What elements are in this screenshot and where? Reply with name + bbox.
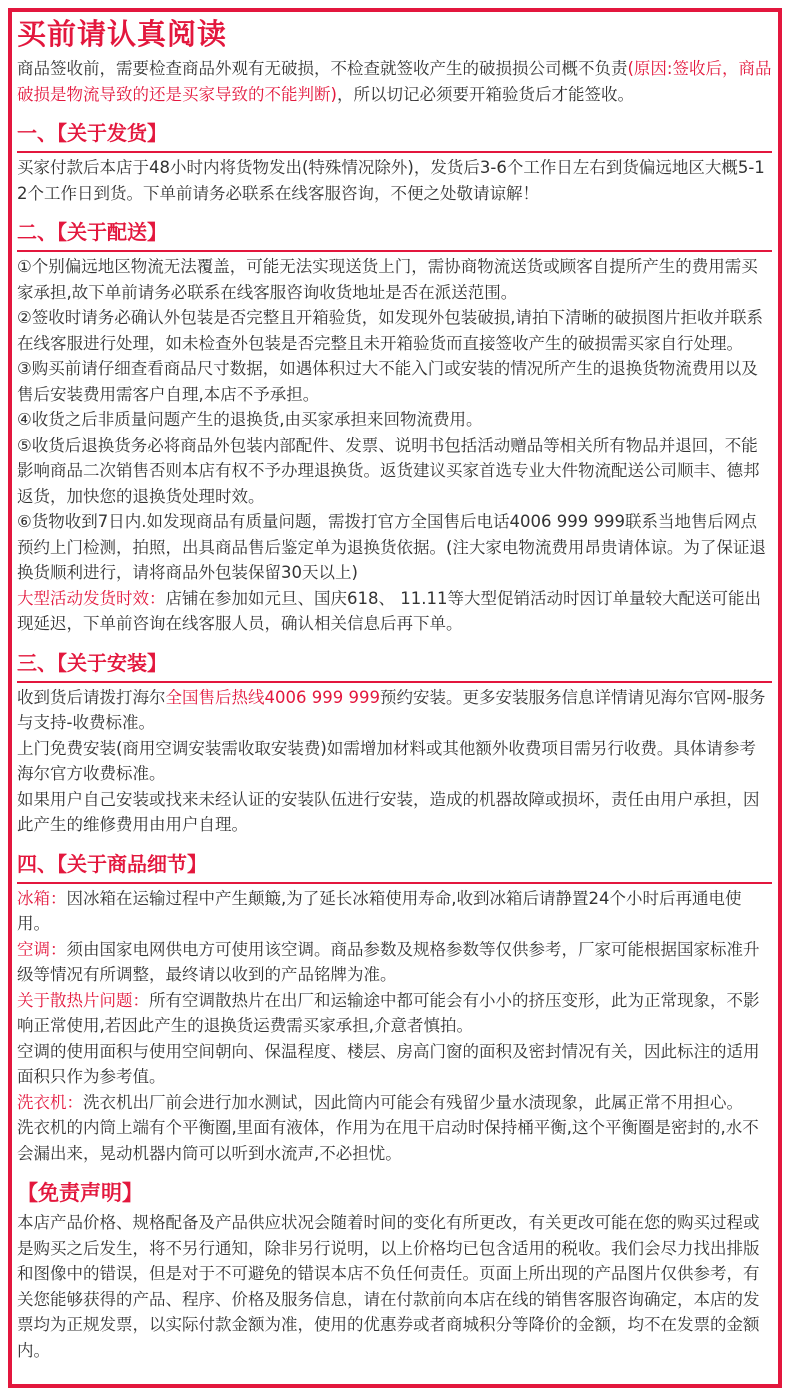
promo-text: 店铺在参加如元旦、国庆618、 11.11等大型促销活动时因订单量较大配送可能出现延迟，下单前咨询在线客服人员，确认相关信息后再下单。 [17,588,761,633]
page-title: 买前请认真阅读 [17,17,228,51]
fin-text: 所有空调散热片在出厂和运输途中都可能会有小小的挤压变形，此为正常现象，不影响正常使用,若因此产生的退换货运费需买家承担,介意者慎拍。 [17,990,760,1035]
washer-label: 洗衣机： [17,1092,83,1112]
section-shipping [17,119,772,206]
fridge-text: 因冰箱在运输过程中产生颠簸,为了延长冰箱使用寿命,收到冰箱后请静置24个小时后再通电使用。 [17,888,742,933]
intro-paragraph [17,56,772,107]
intro-tail: ，所以切记必须要开箱验货后才能签收。 [336,84,634,104]
washer-paragraph [17,1090,772,1116]
intro-text: 商品签收前，需要检查商品外观有无破损，不检查就签收产生的破损损公司概不负责 [17,59,628,78]
fin-paragraph [17,988,772,1039]
fridge-paragraph [17,886,772,937]
fin-label: 关于散热片问题： [17,990,149,1010]
delivery-item-6: ⑥货物收到7日内.如发现商品有质量问题，需拨打官方全国售后电话4006 999 999联系当地售后网点预约上门检测，拍照，出具商品售后鉴定单为退换货依据。(注大家电物流费用昂贵请体谅。为了保证退换货顺利进行，请将商品外包装保留30天以上) [17,512,766,582]
ac-label: 空调： [17,939,67,959]
disclaimer-text: 本店产品价格、规格配备及产品供应状况会随着时间的变化有所更改，有关更改可能在您的购买过程或是购买之后发生，将不另行通知，除非另行说明，以上价格均已包含适用的税收。我们会尽力找出排版和图像中的错误，但是对于不可避免的错误本店不负任何责任。页面上所出现的产品图片仅供参考，有关您能够获得的产品、程序、价格及服务信息，请在付款前向本店在线的销售客服咨询确定，本店的发票均为正规发票，以实际付款金额为准，使用的优惠券或者商城积分等降价的金额，均不在发票的金额内。 [17,1213,760,1360]
washer-paragraph-2: 洗衣机的内筒上端有个平衡圈,里面有液体，作用为在甩干启动时保持桶平衡,这个平衡圈是密封的,水不会漏出来，晃动机器内筒可以听到水流声,不必担忧。 [17,1118,759,1163]
delivery-item-4: ④收货之后非质量问题产生的退换货,由买家承担来回物流费用。 [17,410,483,429]
install-post: 预约安装。更多安装服务信息详情请见海尔官网-服务与支持-收费标准。 [17,687,766,732]
fridge-label: 冰箱： [17,888,67,908]
section-delivery [17,218,772,637]
shipping-text: 买家付款后本店于48小时内将货物发出(特殊情况除外)，发货后3-6个工作日左右到货偏远地区大概5-12个工作日到货。下单前请务必联系在线客服咨询，不便之处敬请谅解！ [17,158,765,203]
install-paragraph-2: 上门免费安装(商用空调安装需收取安装费)如需增加材料或其他额外收费项目需另行收费。具体请参考海尔官方收费标准。 [17,738,756,783]
section-heading: 四、【关于商品细节】 [17,851,207,876]
install-pre: 收到货后请拨打海尔 [17,687,166,707]
section-heading: 一、【关于发货】 [17,121,167,145]
section-divider [17,151,772,153]
ac-paragraph [17,937,772,988]
section-details [17,850,772,1167]
section-divider [17,681,772,683]
section-divider [17,882,772,884]
notice-content [17,14,772,1363]
delivery-item-5: ⑤收货后退换货务必将商品外包装内部配件、发票、说明书包括活动赠品等相关所有物品并退回，不能影响商品二次销售否则本店有权不予办理退换货。返货建议买家首选专业大件物流配送公司顺丰、德邦返货，加快您的退换货处理时效。 [17,435,760,506]
promo-label: 大型活动发货时效： [17,588,166,608]
washer-text: 洗衣机出厂前会进行加水测试，因此筒内可能会有残留少量水渍现象，此属正常不用担心。 [83,1092,743,1112]
section-disclaimer [17,1178,772,1363]
delivery-item-1: ①个别偏远地区物流无法覆盖，可能无法实现送货上门，需协商物流送货或顾客自提所产生的费用需买家承担,故下单前请务必联系在线客服咨询收货地址是否在派送范围。 [17,257,758,302]
section-installation [17,649,772,838]
area-paragraph: 空调的使用面积与使用空间朝向、保温程度、楼层、房高门窗的面积及密封情况有关，因此标注的适用面积只作为参考值。 [17,1041,760,1086]
delivery-item-2: ②签收时请务必确认外包装是否完整且开箱验货，如发现外包装破损,请拍下清晰的破损图片拒收并联系在线客服进行处理，如未检查外包装是否完整且未开箱验货而直接签收产生的破损需买家自行处理。 [17,308,764,353]
section-heading: 二、【关于配送】 [17,220,167,244]
hotline-text: 全国售后热线4006 999 999 [165,687,380,707]
install-paragraph-3: 如果用户自己安装或找来未经认证的安装队伍进行安装，造成的机器故障或损坏，责任由用户承担，因此产生的维修费用由用户自理。 [17,789,760,834]
ac-text: 须由国家电网供电方可使用该空调。商品参数及规格参数等仅供参考，厂家可能根据国家标准升级等情况有所调整，最终请以收到的产品铭牌为准。 [17,939,760,984]
disclaimer-heading: 【免责声明】 [17,1181,143,1205]
section-heading: 三、【关于安装】 [17,650,167,675]
section-divider [17,250,772,252]
promo-paragraph [17,586,772,637]
install-paragraph-1 [17,685,772,736]
delivery-item-3: ③购买前请仔细查看商品尺寸数据，如遇体积过大不能入门或安装的情况所产生的退换货物流费用以及售后安装费用需客户自理,本店不予承担。 [17,359,758,404]
intro-note: (原因:签收后，商品破损是物流导致的还是买家导致的不能判断) [17,59,772,104]
